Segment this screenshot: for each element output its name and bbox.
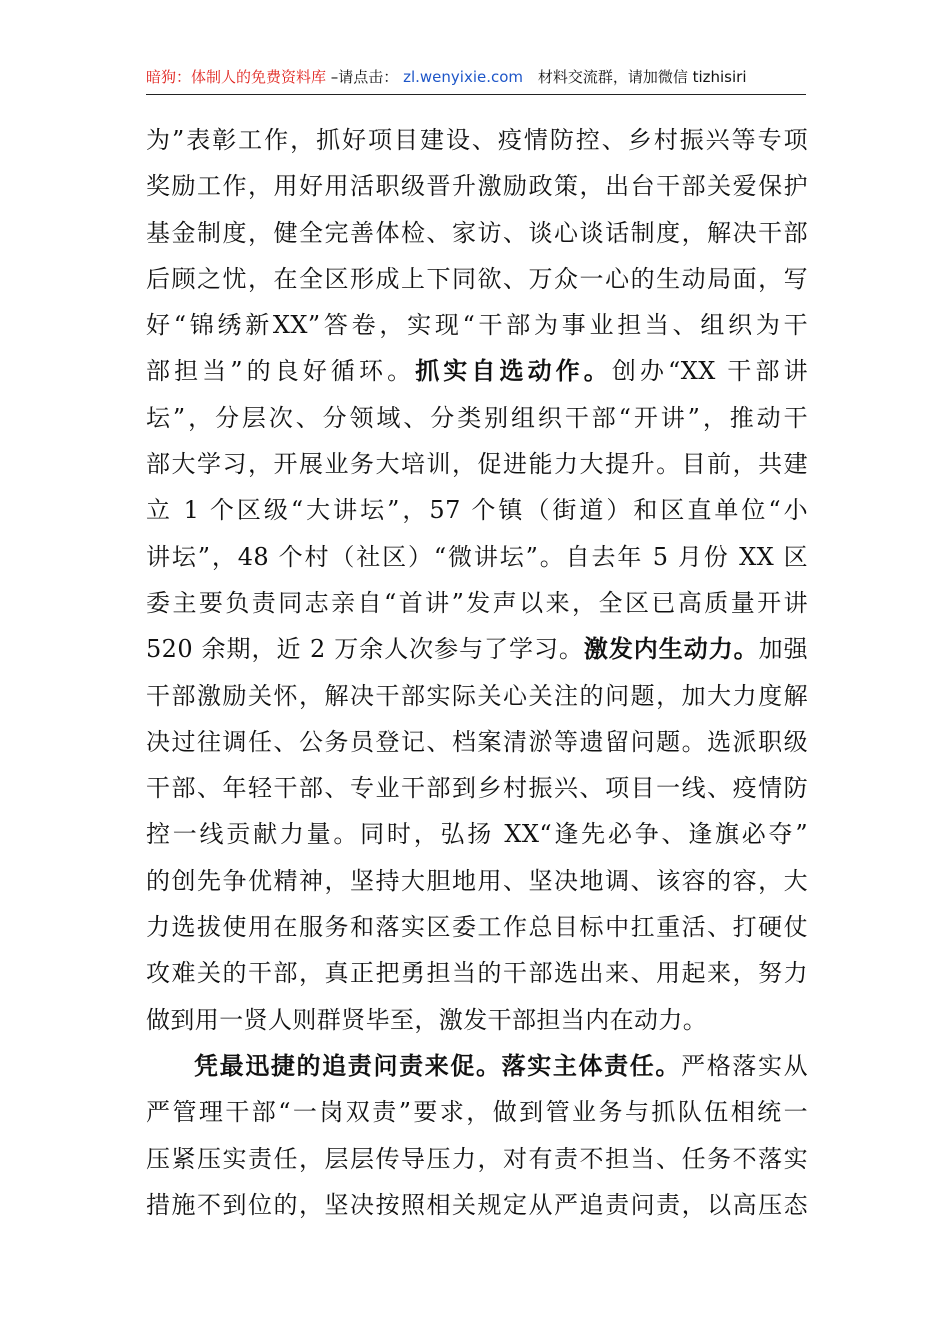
- text-run: 创办“XX 干部讲: [611, 357, 808, 386]
- text-run: 520 余期，近 2 万余人次参与了学习。: [146, 635, 584, 664]
- text-line: 干部激励关怀，解决干部实际关心关注的问题，加大力度解: [146, 681, 808, 710]
- text-line: 部大学习，开展业务大培训，促进能力大提升。目前，共建: [146, 450, 808, 479]
- text-line: 严管理干部“一岗双责”要求，做到管业务与抓队伍相统一: [146, 1098, 808, 1127]
- text-line: 控一线贡献力量。同时，弘扬 XX“逢先必争、逢旗必夺”: [146, 820, 808, 849]
- bold-heading: 激发内生动力。: [583, 634, 759, 664]
- header-link[interactable]: zl.wenyixie.com: [403, 68, 524, 86]
- text-line: 攻难关的干部，真正把勇担当的干部选出来、用起来，努力: [146, 959, 808, 988]
- text-line: 后顾之忧，在全区形成上下同欲、万众一心的生动局面，写: [146, 264, 808, 293]
- text-line: 决过往调任、公务员登记、档案清淤等遗留问题。选派职级: [146, 727, 808, 756]
- text-line: 好“锦绣新XX”答卷，实现“干部为事业担当、组织为干: [146, 311, 808, 340]
- text-line: 立 1 个区级“大讲坛”，57 个镇（街道）和区直单位“小: [146, 496, 808, 525]
- text-run: 部担当”的良好循环。: [146, 357, 416, 386]
- text-line: [146, 348, 808, 394]
- page-header: [146, 66, 806, 88]
- text-line: 奖励工作，用好用活职级晋升激励政策，出台干部关爱保护: [146, 172, 808, 201]
- text-run: 加强: [758, 635, 808, 664]
- text-line: 干部、年轻干部、专业干部到乡村振兴、项目一线、疫情防: [146, 774, 808, 803]
- header-divider: [146, 94, 806, 95]
- text-line: 讲坛”，48 个村（社区）“微讲坛”。自去年 5 月份 XX 区: [146, 542, 808, 571]
- text-line: 做到用一贤人则群贤毕至，激发干部担当内在动力。: [146, 1005, 708, 1034]
- text-line: 力选拔使用在服务和落实区委工作总目标中扛重活、打硬仗: [146, 913, 808, 942]
- bold-heading: 凭最迅捷的追责问责来促。落实主体责任。: [194, 1050, 682, 1080]
- text-line: 基金制度，健全完善体检、家访、谈心谈话制度，解决干部: [146, 218, 808, 247]
- text-line: 委主要负责同志亲自“首讲”发声以来，全区已高质量开讲: [146, 588, 808, 617]
- bold-heading: 抓实自选动作。: [415, 356, 612, 386]
- text-line: 的创先争优精神，坚持大胆地用、坚决地调、该容的容，大: [146, 866, 808, 895]
- document-body: [146, 117, 808, 1228]
- header-group-note: 材料交流群，请加微信 tizhisiri: [537, 68, 747, 86]
- text-run: 严格落实从: [681, 1051, 808, 1080]
- text-line: [146, 1043, 808, 1089]
- text-line: 措施不到位的，坚决按照相关规定从严追责问责，以高压态: [146, 1190, 808, 1219]
- header-brand: 暗狗：体制人的免费资料库: [146, 68, 327, 86]
- text-line: 压紧压实责任，层层传导压力，对有责不担当、任务不落实: [146, 1144, 808, 1173]
- text-line: 坛”，分层次、分领域、分类别组织干部“开讲”，推动干: [146, 403, 808, 432]
- header-prompt: –请点击：: [330, 68, 399, 86]
- text-line: [146, 626, 808, 672]
- text-line: 为”表彰工作，抓好项目建设、疫情防控、乡村振兴等专项: [146, 126, 808, 154]
